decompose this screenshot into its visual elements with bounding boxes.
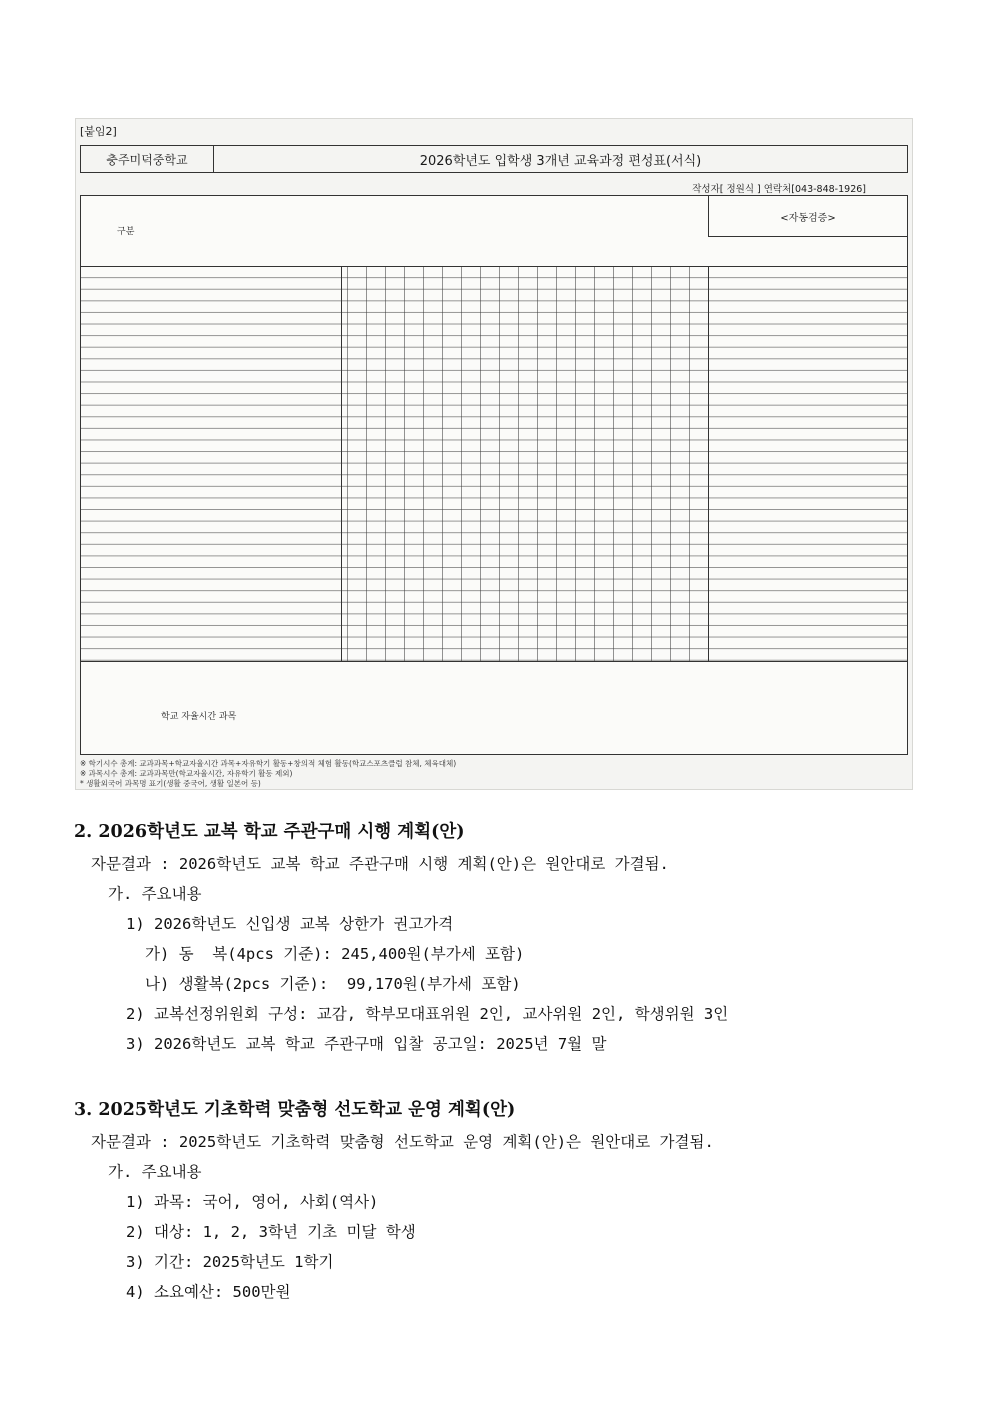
section3-heading: 3. 2025학년도 기초학력 맞춤형 선도학교 운영 계획(안) — [74, 1100, 516, 1120]
school-autonomous-label: 학교 자율시간 과목 — [161, 712, 237, 722]
grid-bottom-block — [81, 661, 907, 754]
section3-item3: 3) 기간: 2025학년도 1학기 — [126, 1253, 334, 1271]
writer-info: 작성자[ 정원식 ] 연락처[043-848-1926] — [692, 184, 866, 195]
section2-item3: 3) 2026학년도 교복 학교 주관구매 입찰 공고일: 2025년 7월 말 — [126, 1035, 607, 1053]
section2-subheading: 가. 주요내용 — [108, 885, 202, 903]
section3-item1: 1) 과목: 국어, 영어, 사회(역사) — [126, 1193, 379, 1211]
section2-item2: 2) 교복선정위원회 구성: 교감, 학부모대표위원 2인, 교사위원 2인, 학생위원 3인 — [126, 1005, 729, 1023]
attachment-label: [붙임2] — [80, 125, 117, 138]
footnote: * 생활외국어 과목명 표기(생활 중국어, 생활 일본어 등) — [80, 779, 261, 788]
check-title: <자동검증> — [708, 196, 907, 237]
form-title: 2026학년도 입학생 3개년 교육과정 편성표(서식) — [419, 153, 702, 169]
section3-subheading: 가. 주요내용 — [108, 1163, 202, 1181]
section2-item1a: 가) 동 복(4pcs 기준): 245,400원(부가세 포함) — [145, 945, 525, 963]
section2-heading: 2. 2026학년도 교복 학교 주관구매 시행 계획(안) — [74, 822, 465, 842]
section2-result: 자문결과 : 2026학년도 교복 학교 주관구매 시행 계획(안)은 원안대로 가결됨. — [91, 855, 669, 873]
curriculum-table-image — [75, 118, 913, 790]
curriculum-grid — [80, 195, 908, 755]
section2-item1: 1) 2026학년도 신입생 교복 상한가 권고가격 — [126, 915, 454, 933]
footnote: ※ 과목시수 총계: 교과과목만(학교자율시간, 자유학기 활동 제외) — [80, 769, 293, 778]
section3-item2: 2) 대상: 1, 2, 3학년 기초 미달 학생 — [126, 1223, 416, 1241]
section2-item1b: 나) 생활복(2pcs 기준): 99,170원(부가세 포함) — [145, 975, 521, 993]
grid-header-label: 구분 — [117, 227, 135, 237]
table-footnotes — [80, 759, 456, 789]
table-title-row — [80, 145, 908, 173]
section3-item4: 4) 소요예산: 500만원 — [126, 1283, 291, 1301]
footnote: ※ 학기시수 총계: 교과과목+학교자율시간 과목+자유학기 활동+창의적 체험 활동(학교스포츠클럽 참체, 체육대체) — [80, 759, 457, 768]
section3-result: 자문결과 : 2025학년도 기초학력 맞춤형 선도학교 운영 계획(안)은 원안대로 가결됨. — [91, 1133, 714, 1151]
school-name: 충주미덕중학교 — [81, 146, 214, 172]
